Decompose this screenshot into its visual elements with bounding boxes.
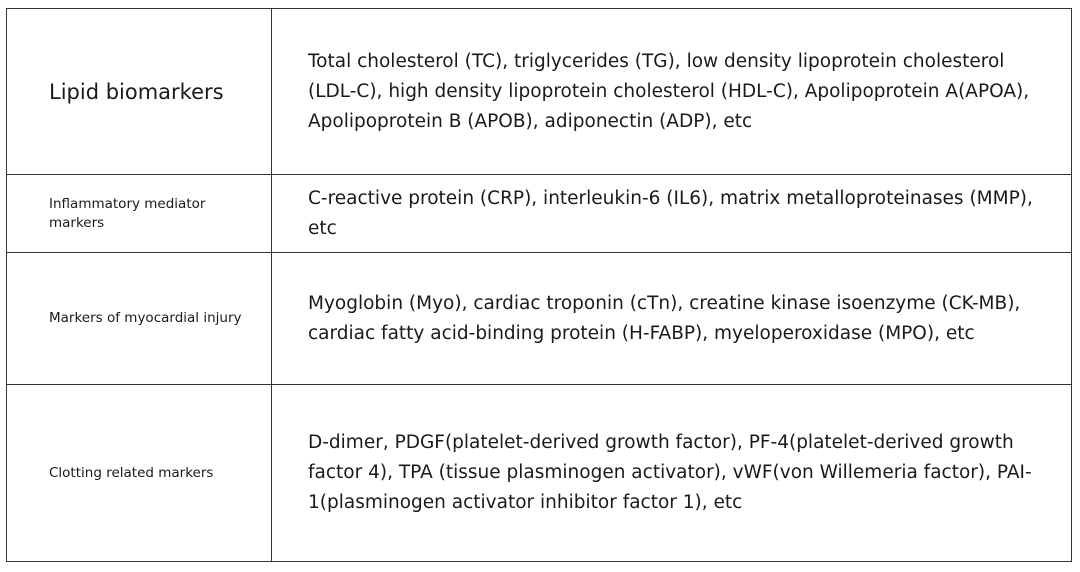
row-label-cell	[7, 175, 271, 252]
row-content: Total cholesterol (TC), triglycerides (TG), low density lipoprotein cholesterol (LDL-C), high density lipoprotein cholesterol (HDL-C), Apolipoprotein A(APOA), Apolipoprotein B (APOB), adiponectin (ADP), etc	[308, 50, 1030, 132]
row-content: D-dimer, PDGF(platelet-derived growth factor), PF-4(platelet-derived growth factor 4), TPA (tissue plasminogen activator), vWF(von Willemeria factor), PAI-1(plasminogen activator inhibitor factor 1), etc	[308, 432, 1032, 513]
row-content-cell	[272, 385, 1071, 561]
row-label-cell	[7, 385, 271, 561]
row-content-cell	[272, 9, 1071, 174]
biomarker-table	[6, 8, 1072, 562]
row-content-cell	[272, 175, 1071, 252]
row-label-cell	[7, 9, 271, 174]
row-label: Markers of myocardial injury	[49, 310, 242, 326]
row-content: C-reactive protein (CRP), interleukin-6 (IL6), matrix metalloproteinases (MMP), etc	[308, 187, 1033, 239]
row-content-cell	[272, 253, 1071, 384]
row-content: Myoglobin (Myo), cardiac troponin (cTn), creatine kinase isoenzyme (CK-MB), cardiac fatty acid-binding protein (H-FABP), myeloperoxidase (MPO), etc	[308, 292, 1021, 344]
row-label: Inflammatory mediator markers	[49, 195, 206, 231]
row-label: Lipid biomarkers	[49, 79, 224, 104]
table-row	[7, 175, 1071, 253]
table-row	[7, 9, 1071, 175]
row-label-cell	[7, 253, 271, 384]
row-label: Clotting related markers	[49, 464, 214, 481]
table-row	[7, 253, 1071, 385]
table-row	[7, 385, 1071, 561]
